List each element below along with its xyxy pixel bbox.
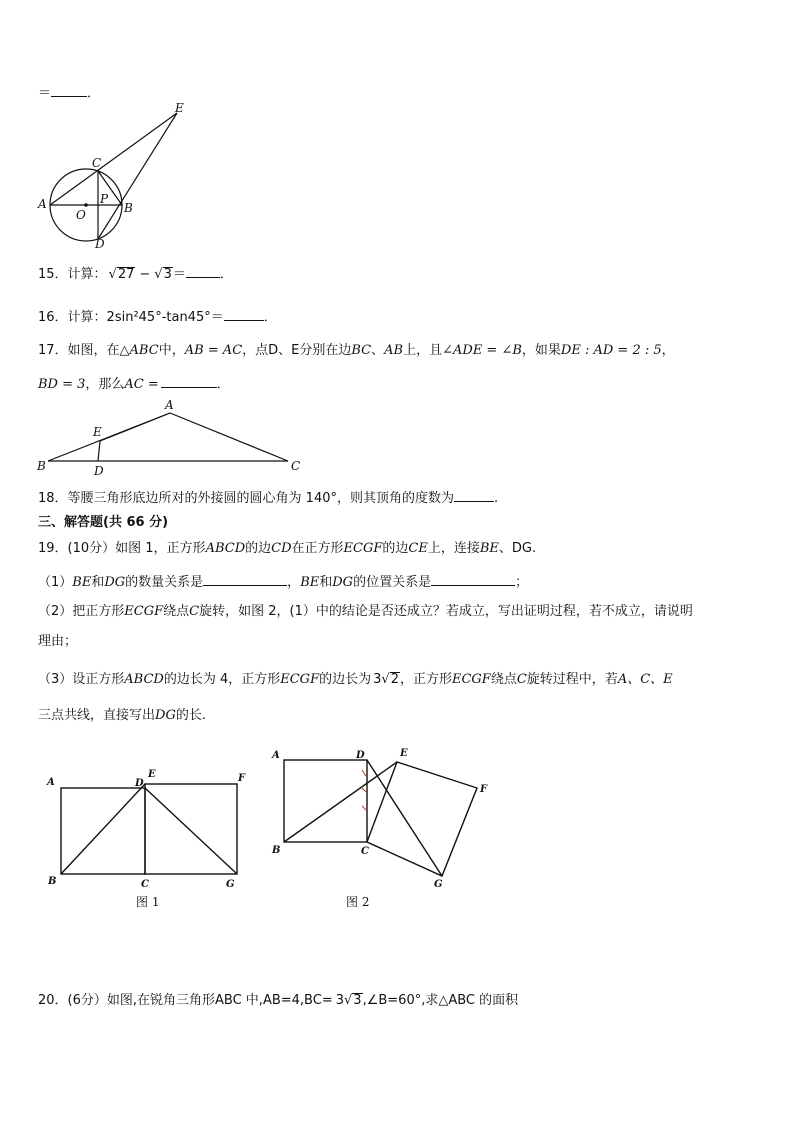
q17-bd: BD = 3 [38, 377, 86, 392]
q19-text: 旋转，如图 2，(1）中的结论是否还成立？若成立，写出证明过程，若不成立，请说明 [199, 604, 693, 619]
q19-text: 绕点 [163, 604, 190, 619]
q19-line-4: 理由； [38, 634, 78, 649]
fig2-label-B: B [272, 845, 281, 856]
fig1-label-B: B [48, 876, 57, 887]
q14-label-O: O [76, 208, 86, 222]
q17-ratio: DE : AD = 2 : 5 [560, 343, 662, 358]
q18 [38, 488, 498, 508]
q16-expression: 2sin²45°-tan45°＝ [106, 310, 224, 325]
q17-line-1 [38, 342, 675, 360]
q19-text: ， [287, 575, 301, 590]
figure-q19-fig2 [262, 740, 502, 912]
q19-ce: CE [408, 541, 428, 556]
fig2-label-A: A [272, 750, 280, 761]
q19-line-1 [38, 540, 536, 558]
fig2-label-C: C [361, 846, 369, 857]
q17-line-2 [38, 374, 230, 394]
q19-text: 绕点 [490, 672, 517, 687]
fig2-caption: 图 2 [346, 895, 370, 909]
q15: 15．计算： √27 − √3＝ ． [38, 264, 233, 284]
q15-radicand-2: 3 [163, 267, 172, 282]
fig2-label-G: G [434, 879, 443, 890]
q17-triangle: △ABC [119, 343, 159, 358]
q19-text: 三点共线，直接写出 [38, 708, 156, 723]
q19-text: 和 [91, 575, 105, 590]
section-3-title: 三、解答题(共 66 分) [38, 515, 169, 530]
q17-text: 中， [158, 343, 185, 358]
q19-ecgf: ECGF [280, 672, 320, 687]
q14-equals: ＝ [38, 86, 52, 101]
q18-end: . [494, 491, 499, 506]
q20: 20．(6分）如图,在锐角三角形ABC 中,AB=4,BC= 3√3,∠B=60°,求△ABC 的面积 [38, 993, 519, 1008]
fig1-label-C: C [141, 879, 149, 890]
q19-part-3-label: （3）设正方形 [38, 672, 125, 687]
q19-abcd: ABCD [205, 541, 246, 556]
q19-dg: DG [104, 575, 126, 590]
q19-text: 19．(10分）如图 1，正方形 [38, 541, 206, 556]
q16-answer-blank[interactable] [224, 307, 264, 321]
q19-text: 和 [319, 575, 333, 590]
q19-ecgf: ECGF [124, 604, 164, 619]
q19-text: 、DG. [498, 541, 537, 556]
fig1-label-E: E [148, 769, 156, 780]
q19-text: 的边长为 4，正方形 [163, 672, 281, 687]
q19-point-c: C [189, 604, 200, 619]
q19-position-blank[interactable] [431, 572, 515, 586]
q16-number: 16．计算： [38, 310, 107, 325]
q20-coefficient: 3 [335, 993, 344, 1008]
q19-text: ； [515, 575, 529, 590]
q19-dg: DG [155, 708, 176, 723]
q19-line-5: （3）设正方形ABCD的边长为 4，正方形ECGF的边长为 3√2，正方形ECGF绕点C旋转过程中，若A、C、E [38, 672, 673, 687]
figure-q17-triangle [30, 395, 320, 477]
q17-angle-condition: ∠ADE = ∠B [442, 343, 522, 358]
q14-label-A: A [38, 197, 47, 211]
q14-label-B: B [124, 201, 133, 215]
q18-answer-blank[interactable] [454, 488, 494, 502]
q17-label-D: D [94, 464, 104, 477]
q17-label-A: A [165, 398, 174, 412]
q14-label-C: C [92, 156, 102, 170]
q17-bc: BC [351, 343, 372, 358]
q17-text: 上，且 [403, 343, 443, 358]
q17-label-E: E [93, 425, 102, 439]
fig2-label-F: F [480, 784, 488, 795]
q19-line-6 [38, 707, 206, 725]
q19-text: 的边长为 [319, 672, 372, 687]
q14-label-E: E [175, 101, 184, 115]
q14-label-D: D [95, 237, 105, 251]
q19-line-3 [38, 603, 693, 621]
figure-q19-fig1 [40, 762, 255, 912]
q17-text: 、 [371, 343, 385, 358]
q19-be: BE [72, 575, 92, 590]
q15-end: ． [219, 267, 233, 282]
q19-point-c: C [516, 672, 527, 687]
q19-text: 上，连接 [427, 541, 480, 556]
q16-end: ． [263, 310, 277, 325]
q17-label-B: B [37, 459, 46, 473]
figure-q14-circle [30, 100, 210, 255]
fig1-label-A: A [47, 777, 55, 788]
q19-text: 的长. [175, 708, 206, 723]
q19-ecgf: ECGF [343, 541, 383, 556]
q19-part-1-label: （1） [38, 575, 73, 590]
q17-ab: AB [384, 343, 404, 358]
q15-radicand-1: 27 [117, 267, 135, 282]
q19-text: 旋转过程中，若 [526, 672, 618, 687]
q17-ab-eq-ac: AB = AC [184, 343, 243, 358]
q17-ac: AC = [124, 377, 159, 392]
q19-abcd: ABCD [124, 672, 164, 687]
q14-label-P: P [100, 192, 109, 206]
q19-side-coefficient: 3 [373, 672, 382, 687]
fig1-label-G: G [226, 879, 235, 890]
q19-text: 的位置关系是 [353, 575, 432, 590]
q19-dg: DG [332, 575, 354, 590]
q19-text: 在正方形 [291, 541, 344, 556]
q14-end: ． [87, 86, 101, 101]
fig2-label-D: D [356, 750, 365, 761]
fig1-label-D: D [135, 778, 144, 789]
q19-side-radicand: 2 [390, 672, 399, 687]
q19-cd: CD [271, 541, 292, 556]
q19-ecgf: ECGF [451, 672, 491, 687]
q19-text: 的边 [382, 541, 409, 556]
q20-radicand: 3 [353, 993, 362, 1008]
q18-text: 18．等腰三角形底边所对的外接圆的圆心角为 140°，则其顶角的度数为 [38, 491, 454, 506]
q17-text: 17．如图，在 [38, 343, 120, 358]
q16 [38, 307, 277, 327]
q15-equals: ＝ [172, 267, 186, 282]
q19-line-2 [38, 572, 528, 592]
fig1-caption: 图 1 [136, 895, 160, 909]
q20-text: ,∠B=60°,求△ABC 的面积 [362, 993, 519, 1008]
q19-text: 的边 [245, 541, 272, 556]
q19-part-2-label: （2）把正方形 [38, 604, 125, 619]
q15-answer-blank[interactable] [186, 264, 220, 278]
q17-text: ，那么 [85, 377, 125, 392]
q20-text: 20．(6分）如图,在锐角三角形ABC 中,AB=4,BC= [38, 993, 333, 1008]
q19-quantity-blank[interactable] [203, 572, 287, 586]
q14-answer-blank[interactable] [51, 83, 87, 97]
q19-be: BE [300, 575, 320, 590]
q15-minus: − [139, 267, 151, 282]
q19-collinear-points: A、C、E [617, 672, 673, 687]
q19-text: ，正方形 [399, 672, 452, 687]
q15-number: 15．计算： [38, 267, 107, 282]
q19-text: 的数量关系是 [125, 575, 204, 590]
q19-be: BE [479, 541, 499, 556]
q17-answer-blank[interactable] [161, 374, 217, 388]
fig1-label-F: F [238, 773, 246, 784]
q17-label-C: C [291, 459, 301, 473]
fig2-label-E: E [400, 748, 408, 759]
q17-end: ． [216, 377, 230, 392]
q17-text: ， [661, 343, 675, 358]
q17-text: ，如果 [521, 343, 561, 358]
q17-text: ，点D、E分别在边 [242, 343, 352, 358]
